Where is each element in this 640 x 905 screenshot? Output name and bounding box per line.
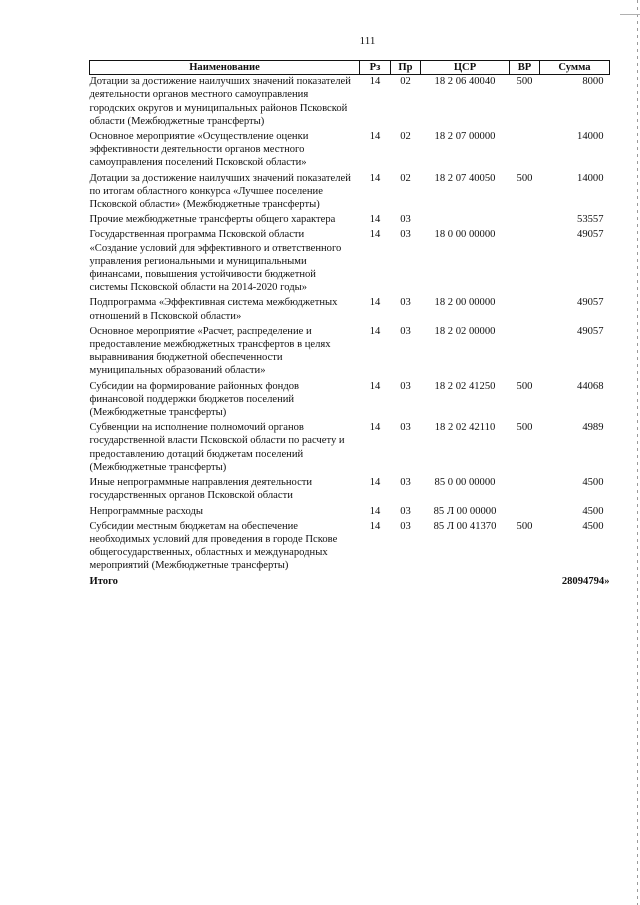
cell-csr: 18 2 02 00000 bbox=[434, 325, 496, 337]
cell-rz: 14 bbox=[369, 505, 381, 517]
header-pr: Пр bbox=[391, 61, 421, 75]
cell-sum: 49057 bbox=[577, 325, 604, 337]
cell-name: Субсидии на формирование районных фондов финансовой поддержки бюджетов поселений (Межбюджетные трансферты) bbox=[89, 380, 300, 419]
cell-name: Дотации за достижение наилучших значений показателей по итогам областного конкурса «Лучшее поселение Псковской области» (Межбюджетные трансферты) bbox=[89, 172, 351, 211]
table-row bbox=[90, 228, 610, 296]
cell-vr bbox=[510, 325, 540, 380]
header-csr: ЦСР bbox=[421, 61, 510, 75]
scan-edge-mark bbox=[620, 14, 640, 15]
cell-name: Иные непрограммные направления деятельности государственных органов Псковской области bbox=[89, 477, 313, 502]
cell-pr: 03 bbox=[400, 422, 411, 434]
total-label: Итого bbox=[89, 575, 118, 587]
cell-rz: 14 bbox=[369, 229, 381, 241]
cell-sum: 4500 bbox=[582, 505, 604, 517]
cell-csr: 18 2 06 40040 bbox=[434, 76, 496, 88]
cell-sum: 49057 bbox=[577, 229, 604, 241]
cell-pr: 03 bbox=[400, 229, 411, 241]
cell-csr: 18 2 02 42110 bbox=[434, 422, 496, 434]
total-sum: 28094794» bbox=[561, 575, 610, 587]
cell-vr: 500 bbox=[516, 76, 533, 88]
cell-csr: 18 2 00 00000 bbox=[434, 297, 496, 309]
cell-vr: 500 bbox=[516, 380, 533, 392]
cell-rz: 14 bbox=[369, 422, 381, 434]
cell-name: Прочие межбюджетные трансферты общего характера bbox=[89, 214, 336, 226]
cell-vr: 500 bbox=[516, 520, 533, 532]
table-row bbox=[90, 172, 610, 214]
cell-pr: 03 bbox=[400, 297, 411, 309]
cell-sum: 53557 bbox=[577, 214, 604, 226]
header-rz: Рз bbox=[360, 61, 391, 75]
table-row bbox=[90, 130, 610, 172]
cell-name: Дотации за достижение наилучших значений показателей деятельности органов местного самоуправления городских округов и муниципальных районов Псковской области (Межбюджетные трансферты) bbox=[89, 76, 351, 127]
cell-sum: 4989 bbox=[582, 422, 604, 434]
header-name: Наименование bbox=[90, 61, 360, 75]
cell-pr: 03 bbox=[400, 214, 411, 226]
cell-csr bbox=[421, 213, 510, 228]
cell-vr bbox=[510, 130, 540, 172]
cell-vr bbox=[510, 476, 540, 504]
page-number: 111 bbox=[359, 35, 376, 47]
cell-vr bbox=[510, 213, 540, 228]
cell-vr: 500 bbox=[516, 172, 533, 184]
scan-edge-line bbox=[637, 0, 638, 905]
cell-name: Непрограммные расходы bbox=[89, 505, 203, 517]
cell-rz: 14 bbox=[369, 520, 381, 532]
table-body bbox=[90, 75, 610, 575]
cell-sum: 4500 bbox=[582, 520, 604, 532]
cell-vr bbox=[510, 296, 540, 324]
table-row bbox=[90, 505, 610, 520]
cell-csr: 18 2 07 00000 bbox=[434, 131, 496, 143]
cell-csr: 18 2 02 41250 bbox=[434, 380, 496, 392]
cell-rz: 14 bbox=[369, 172, 381, 184]
cell-vr: 500 bbox=[516, 422, 533, 434]
cell-sum: 8000 bbox=[582, 76, 604, 88]
cell-rz: 14 bbox=[369, 380, 381, 392]
cell-rz: 14 bbox=[369, 76, 381, 88]
cell-rz: 14 bbox=[369, 477, 381, 489]
cell-name: Основное мероприятие «Осуществление оценки эффективности деятельности органов местного самоуправления поселений Псковской области» bbox=[89, 131, 309, 169]
cell-name: Государственная программа Псковской области «Создание условий для эффективного и ответственного управления региональными и муниципальными финансами, повышения устойчивости бюджетной системы Псковской области на 2014-2020 годы» bbox=[89, 229, 342, 294]
header-vr: ВР bbox=[510, 61, 540, 75]
cell-rz: 14 bbox=[369, 325, 381, 337]
cell-name: Подпрограмма «Эффективная система межбюджетных отношений в Псковской области» bbox=[89, 297, 338, 322]
cell-rz: 14 bbox=[369, 297, 381, 309]
cell-vr bbox=[510, 505, 540, 520]
table-row bbox=[90, 213, 610, 228]
cell-pr: 03 bbox=[400, 325, 411, 337]
cell-sum: 14000 bbox=[577, 131, 604, 143]
cell-sum: 44068 bbox=[577, 380, 604, 392]
table-header-row bbox=[90, 61, 610, 75]
cell-pr: 02 bbox=[400, 172, 411, 184]
cell-csr: 85 Л 00 41370 bbox=[433, 520, 497, 532]
total-row bbox=[90, 575, 610, 588]
cell-rz: 14 bbox=[369, 214, 381, 226]
cell-name: Основное мероприятие «Расчет, распределение и предоставление межбюджетных трансфертов в целях выравнивания бюджетной обеспеченности муниципальных образований области» bbox=[89, 325, 331, 377]
cell-csr: 18 2 07 40050 bbox=[434, 172, 496, 184]
cell-sum: 49057 bbox=[577, 297, 604, 309]
cell-csr: 85 Л 00 00000 bbox=[433, 505, 497, 517]
table-row bbox=[90, 325, 610, 380]
cell-pr: 03 bbox=[400, 380, 411, 392]
budget-table bbox=[89, 60, 610, 588]
table-row bbox=[90, 476, 610, 504]
cell-name: Субвенции на исполнение полномочий органов государственной власти Псковской области по расчету и предоставлению дотаций бюджетам поселений (Межбюджетные трансферты) bbox=[89, 422, 345, 473]
cell-pr: 03 bbox=[400, 505, 411, 517]
cell-name: Субсидии местным бюджетам на обеспечение необходимых условий для проведения в городе Пскове общегосударственных, областных и международных мероприятий (Межбюджетные трансферты) bbox=[89, 520, 338, 572]
table-row bbox=[90, 380, 610, 422]
cell-pr: 02 bbox=[400, 131, 411, 143]
table-row bbox=[90, 296, 610, 324]
cell-csr: 18 0 00 00000 bbox=[434, 229, 496, 241]
cell-vr bbox=[510, 228, 540, 296]
header-sum: Сумма bbox=[540, 61, 610, 75]
cell-pr: 03 bbox=[400, 477, 411, 489]
cell-pr: 03 bbox=[400, 520, 411, 532]
table-row bbox=[90, 520, 610, 575]
cell-sum: 4500 bbox=[582, 477, 604, 489]
table-row bbox=[90, 421, 610, 476]
cell-pr: 02 bbox=[400, 76, 411, 88]
table-row bbox=[90, 75, 610, 130]
cell-sum: 14000 bbox=[577, 172, 604, 184]
cell-rz: 14 bbox=[369, 131, 381, 143]
cell-csr: 85 0 00 00000 bbox=[434, 477, 496, 489]
